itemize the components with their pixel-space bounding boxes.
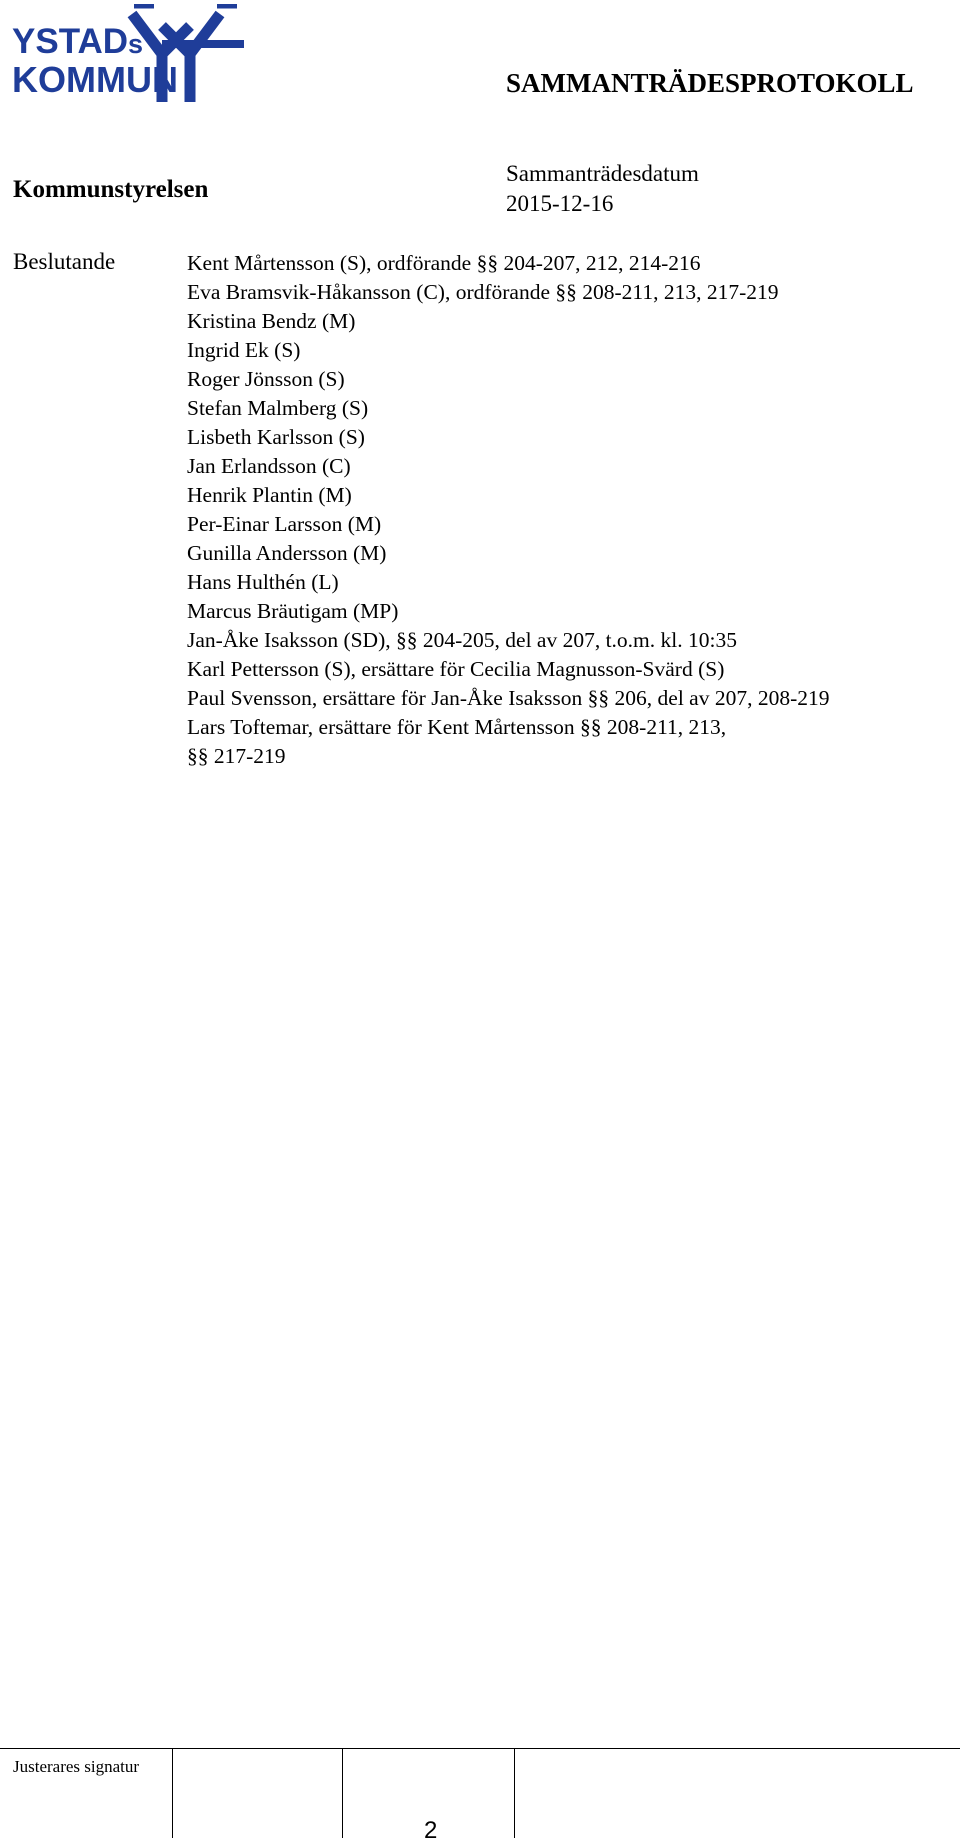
attendee-entry: §§ 217-219 <box>187 744 286 768</box>
signature-box-divider <box>172 1748 173 1838</box>
meeting-date-label: Sammanträdesdatum <box>506 161 699 186</box>
ystad-kommun-logo <box>12 4 244 102</box>
signature-box-divider <box>342 1748 343 1838</box>
attendee-entry: Eva Bramsvik-Håkansson (C), ordförande §§ 208-211, 213, 217-219 <box>187 280 779 304</box>
document-title: SAMMANTRÄDESPROTOKOLL <box>506 68 914 98</box>
footer-rule <box>0 1748 960 1749</box>
attendee-list <box>187 249 830 771</box>
attendee-entry: Roger Jönsson (S) <box>187 367 345 391</box>
attendee-entry: Jan-Åke Isaksson (SD), §§ 204-205, del av 207, t.o.m. kl. 10:35 <box>187 628 737 652</box>
attendee-entry: Kristina Bendz (M) <box>187 309 356 333</box>
attendee-entry: Lisbeth Karlsson (S) <box>187 425 365 449</box>
attendee-entry: Jan Erlandsson (C) <box>187 454 351 478</box>
attendee-entry: Karl Pettersson (S), ersättare för Cecilia Magnusson-Svärd (S) <box>187 657 725 681</box>
signature-label: Justerares signatur <box>13 1757 140 1776</box>
attendee-entry: Lars Toftemar, ersättare för Kent Mårtensson §§ 208-211, 213, <box>187 715 727 739</box>
organization-name: Kommunstyrelsen <box>13 176 209 203</box>
attendee-entry: Ingrid Ek (S) <box>187 338 301 362</box>
attendee-entry: Henrik Plantin (M) <box>187 483 352 507</box>
logo-wordmark-line2: KOMMUN <box>12 59 178 100</box>
attendee-entry: Paul Svensson, ersättare för Jan-Åke Isaksson §§ 206, del av 207, 208-219 <box>187 686 830 710</box>
page-number: 2 <box>424 1817 438 1844</box>
attendee-entry: Stefan Malmberg (S) <box>187 396 369 420</box>
logo-emblem-icon <box>12 4 244 102</box>
attendee-entry: Per-Einar Larsson (M) <box>187 512 382 536</box>
attendee-entry: Kent Mårtensson (S), ordförande §§ 204-207, 212, 214-216 <box>187 251 701 275</box>
logo-wordmark-line1: YSTADs <box>12 22 144 61</box>
meeting-date-value: 2015-12-16 <box>506 191 614 216</box>
signature-box-divider <box>514 1748 515 1838</box>
attendee-entry: Hans Hulthén (L) <box>187 570 339 594</box>
attendee-entry: Gunilla Andersson (M) <box>187 541 387 565</box>
attendee-entry: Marcus Bräutigam (MP) <box>187 599 399 623</box>
attendees-section-label: Beslutande <box>13 249 116 274</box>
